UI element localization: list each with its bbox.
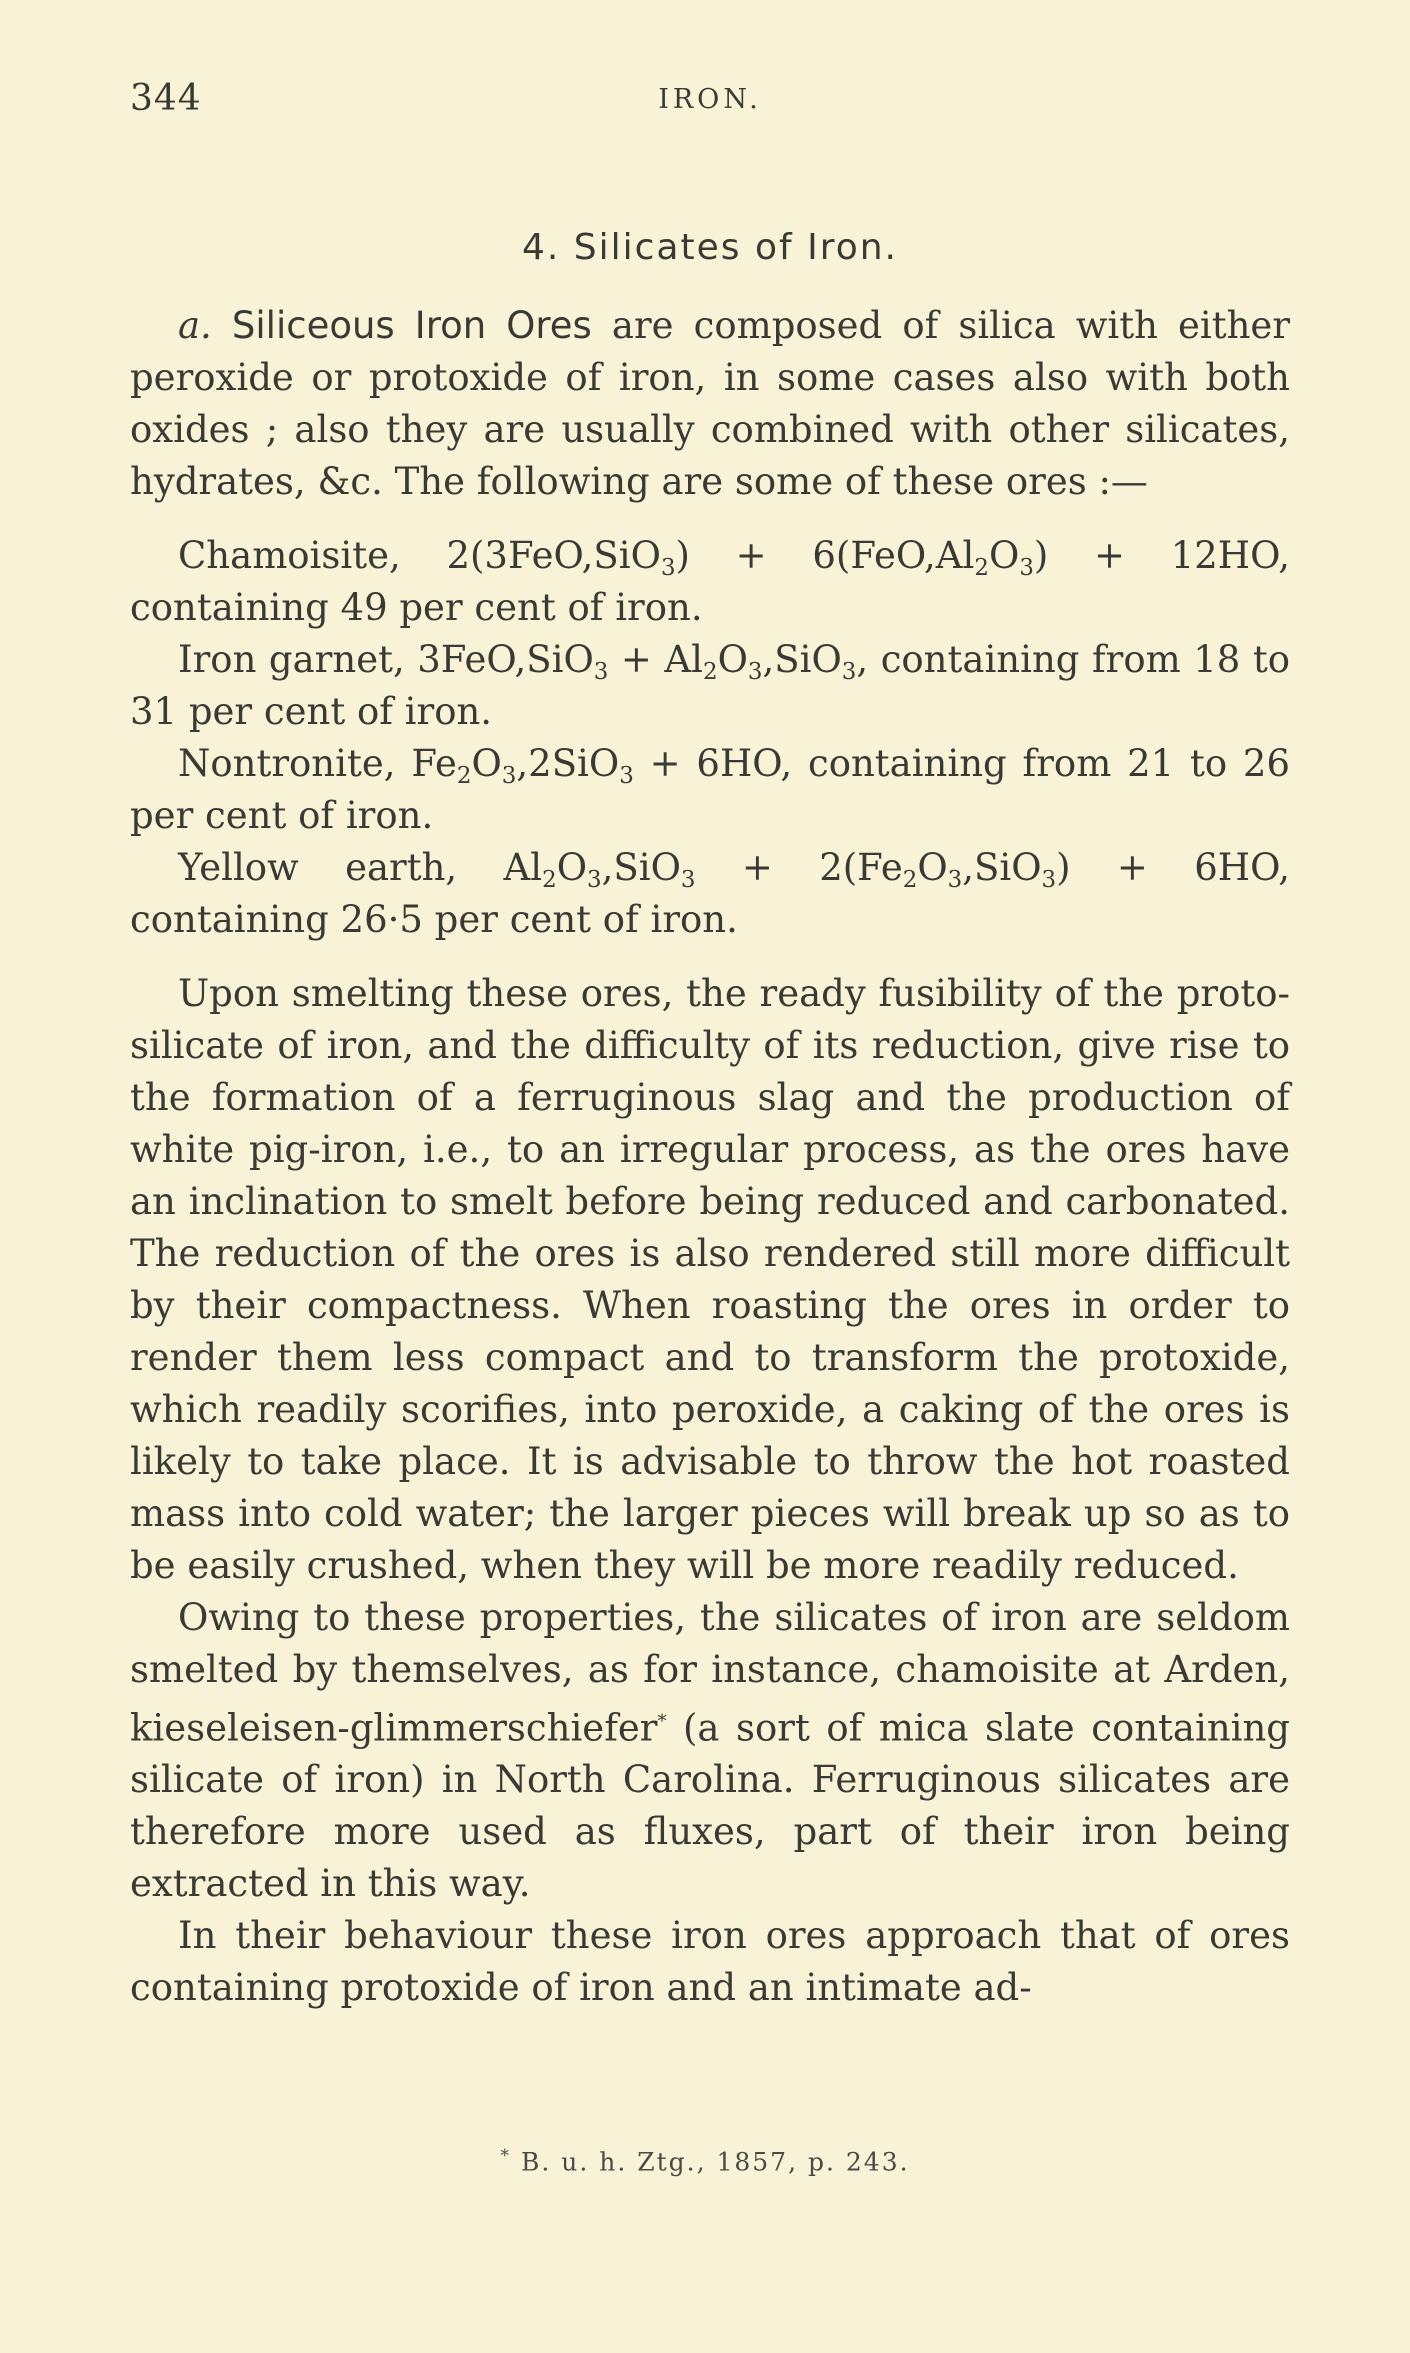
ore-name: Iron garnet, [178, 638, 418, 681]
footnote [0, 2146, 1410, 2176]
ore-formula: $2(3FeO,SiO_3) + 6(FeO,Al_2O_3) + 12HO$, [446, 534, 1290, 581]
subsection-label: a. [178, 304, 212, 347]
footnote-text: B. u. h. Ztg., 1857, p. 243. [520, 2147, 910, 2177]
footnote-mark: * [500, 2146, 511, 2166]
footnote-reference: * [657, 1711, 667, 1732]
ore-iron-content: containing from 18 to 31 per cent of iron. [130, 638, 1290, 733]
intro-paragraph [130, 300, 1290, 508]
page-number: 344 [130, 78, 202, 119]
ore-name: Nontronite, [178, 742, 412, 785]
ore-name: Yellow earth, [178, 846, 504, 889]
owing-paragraph [130, 1592, 1290, 1910]
ore-entry [130, 634, 1290, 738]
ore-entry [130, 842, 1290, 946]
ore-iron-content: containing from 21 to 26 per cent of iron. [130, 742, 1290, 837]
smelting-paragraph: Upon smelting these ores, the ready fusibility of the proto-silicate of iron, and the difficulty of its reduction, give rise to the formation of a ferruginous slag and the production of white pig-iron, i.e., to an irregular process, as the ores have an inclination to smelt before being reduced and carbonated. The reduction of the ores is also rendered still more difficult by their compactness. When roasting the ores in order to render them less compact and to transform the protoxide, which readily scorifies, into peroxide, a caking of the ores is likely to take place. It is advisable to throw the hot roasted mass into cold water; the larger pieces will break up so as to be easily crushed, when they will be more readily reduced. [130, 972, 1290, 1587]
subsection-title: Siliceous Iron Ores [231, 304, 592, 347]
ore-entry [130, 530, 1290, 634]
ore-name: Chamoisite, [178, 534, 447, 577]
ore-formula: $Fe_2O_3,2SiO_3 + 6HO$, [411, 742, 808, 789]
ore-formula: $Al_2O_3,SiO_3 + 2(Fe_2O_3,SiO_3) + 6HO$, [503, 846, 1290, 893]
ore-entry [130, 738, 1290, 842]
behaviour-paragraph: In their behaviour these iron ores approach that of ores containing protoxide of iron and an intimate ad- [130, 1914, 1290, 2010]
owing-text-end: (a sort of mica slate containing silicate of iron) in North Carolina. Ferruginous silicates are therefore more used as fluxes, part of their iron being extracted in this way. [130, 1706, 1290, 1906]
owing-text-start: Owing to these properties, the silicates of iron are seldom smelted by themselves, as for instance, chamoisite at Arden, kieseleisen-glimmerschiefer [130, 1596, 1290, 1750]
page-body [130, 222, 1290, 2014]
ore-formula: $3FeO,SiO_3 + Al_2O_3,SiO_3$, [417, 638, 881, 685]
ore-list [130, 530, 1290, 946]
section-heading: 4. Silicates of Iron. [521, 227, 899, 268]
running-title: IRON. [658, 84, 762, 115]
running-head [130, 78, 1290, 128]
ore-iron-content: containing 26·5 per cent of iron. [130, 898, 738, 941]
ore-iron-content: containing 49 per cent of iron. [130, 586, 703, 629]
intro-text: are composed of silica with either peroxide or protoxide of iron, in some cases also with both oxides ; also they are usually combined with other silicates, hydrates, &c. The following are some of these ores :— [130, 304, 1291, 503]
